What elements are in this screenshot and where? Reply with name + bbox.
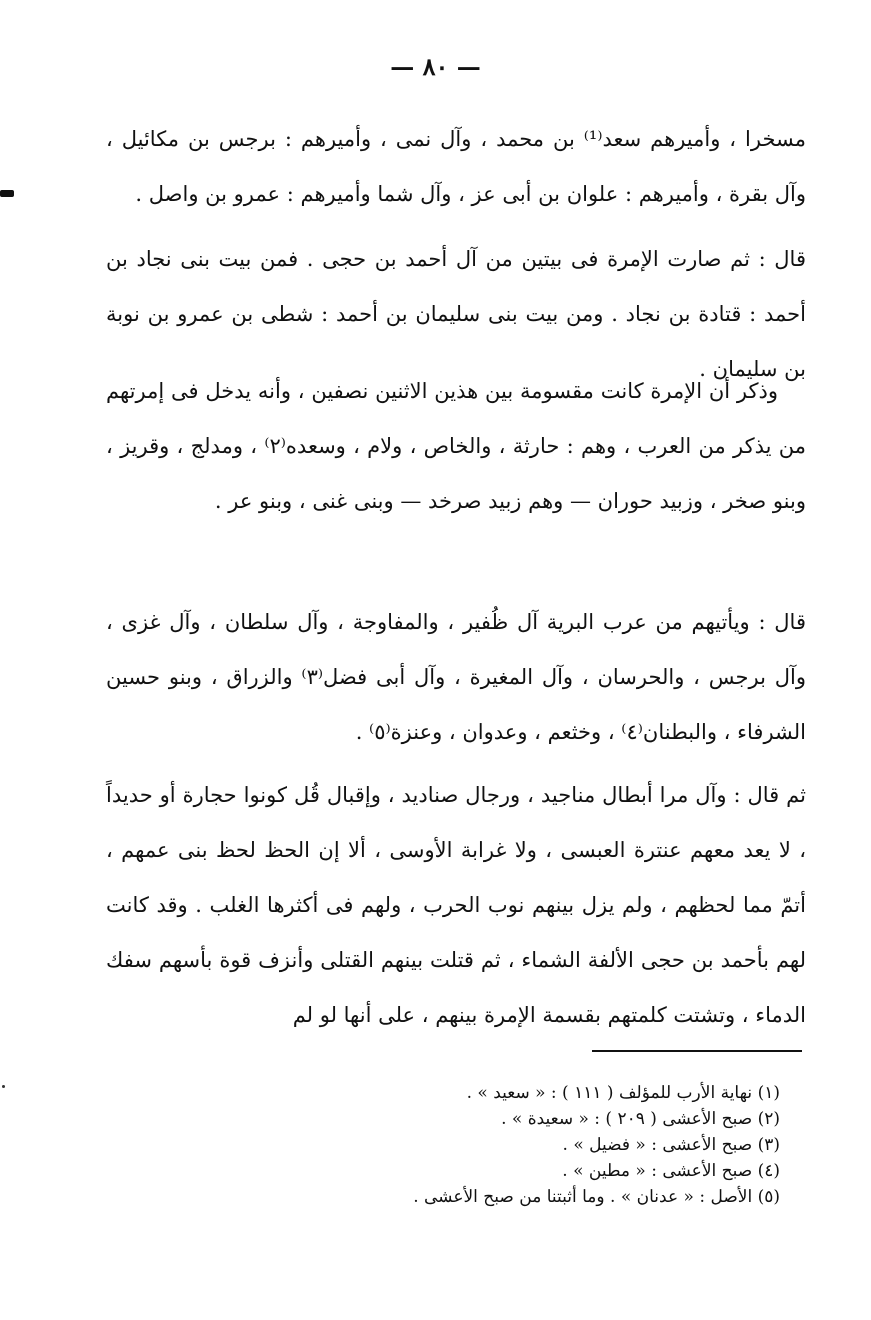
footnote-1: (١) نهاية الأرب للمؤلف ( ١١١ ) : « سعيد » . <box>466 1083 780 1103</box>
page-number: — ٨٠ — <box>390 52 481 81</box>
footnote-2: (٢) صبح الأعشى ( ٢٠٩ ) : « سعيدة » . <box>501 1109 780 1129</box>
paragraph: مسخرا ، وأميرهم سعد⁽¹⁾ بن محمد ، وآل نمى ، وأميرهم : برجس بن مكائيل ، وآل بقرة ، وأميرهم : علوان بن أبى عز ، وآل شما وأميرهم : عمرو بن واصل . <box>106 127 806 206</box>
footnote-3: (٣) صبح الأعشى : « فضيل » . <box>562 1135 780 1155</box>
scan-margin-dot <box>2 1085 5 1088</box>
paragraph: قال : ثم صارت الإمرة فى بيتين من آل أحمد بن حجى . فمن بيت بنى نجاد بن أحمد : قتادة بن نجاد . ومن بيت بنى سليمان بن أحمد : شطى بن عمرو بن نوبة بن سليمان . <box>106 247 806 381</box>
paragraph-3-block <box>106 364 806 529</box>
paragraph-5-block <box>106 768 806 1043</box>
footnote-5: (٥) الأصل : « عدنان » . وما أثبتنا من صبح الأعشى . <box>413 1187 780 1207</box>
scan-margin-mark <box>0 190 14 197</box>
footnotes <box>300 1080 780 1210</box>
footnote-divider <box>592 1050 802 1052</box>
paragraph-4-block <box>106 595 806 760</box>
paragraph: قال : ويأتيهم من عرب البرية آل ظُفير ، والمفاوجة ، وآل سلطان ، وآل غزى ، وآل برجس ، والحرسان ، وآل المغيرة ، وآل أبى فضل⁽٣⁾ والزراق ، وبنو حسين الشرفاء ، والبطنان⁽٤⁾ ، وخثعم ، وعدوان ، وعنزة⁽٥⁾ . <box>106 610 806 744</box>
paragraph-1-block <box>106 112 806 222</box>
footnote-4: (٤) صبح الأعشى : « مطين » . <box>562 1161 780 1181</box>
paragraph: ثم قال : وآل مرا أبطال مناجيد ، ورجال صناديد ، وإقبال قُل كونوا حجارة أو حديداً ، لا يعد معهم عنترة العبسى ، ولا غرابة الأوسى ، ألا إن الحظ لحظ بنى عمهم ، أتمّ مما لحظهم ، ولم يزل بينهم نوب الحرب ، ولهم فى أكثرها الغلب . وقد كانت لهم بأحمد بن حجى الألفة الشماء ، ثم قتلت بينهم القتلى وأنزف قوة بأسهم سفك الدماء ، وتشتت كلمتهم بقسمة الإمرة بينهم ، على أنها لو لم <box>106 783 806 1027</box>
paragraph: وذكر أن الإمرة كانت مقسومة بين هذين الاثنين نصفين ، وأنه يدخل فى إمرتهم من يذكر من العرب ، وهم : حارثة ، والخاص ، ولام ، وسعده⁽٢⁾ ، ومدلج ، وقريز ، وبنو صخر ، وزبيد حوران — وهم زبيد صرخد — وبنى غنى ، وبنو عر . <box>106 379 806 513</box>
